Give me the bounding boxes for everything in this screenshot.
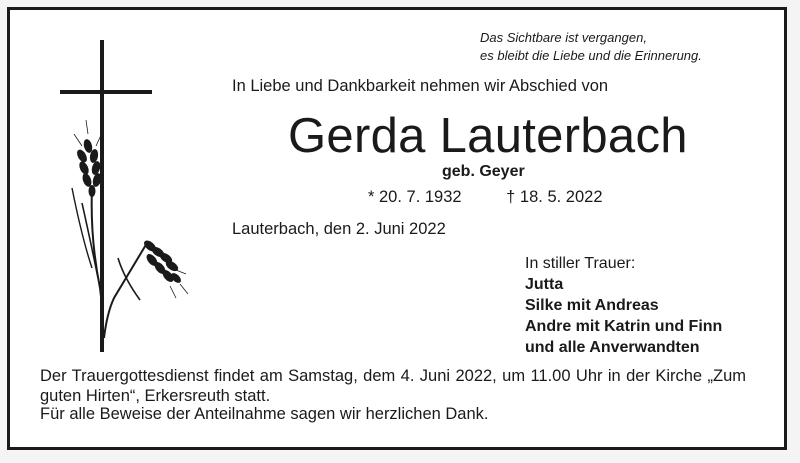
intro-text: In Liebe und Dankbarkeit nehmen wir Abschied von bbox=[232, 77, 609, 95]
service-announcement: Der Trauergottesdienst findet am Samstag, dem 4. Juni 2022, um 11.00 Uhr in der Kirche „Zum guten Hirten“, Erkersreuth statt. bbox=[40, 367, 746, 405]
mourner-name: Jutta bbox=[525, 276, 564, 293]
life-dates bbox=[368, 188, 603, 207]
mourner-name: und alle Anverwandten bbox=[525, 339, 700, 356]
thanks-text: Für alle Beweise der Anteilnahme sagen wir herzlichen Dank. bbox=[40, 405, 489, 423]
quote-line-2: es bleibt die Liebe und die Erinnerung. bbox=[480, 48, 702, 63]
quote-line-1: Das Sichtbare ist vergangen, bbox=[480, 30, 647, 45]
maiden-name: geb. Geyer bbox=[442, 163, 525, 180]
deceased-name: Gerda Lauterbach bbox=[288, 109, 688, 163]
mourner-name: Silke mit Andreas bbox=[525, 297, 659, 314]
mourners-label: In stiller Trauer: bbox=[525, 255, 636, 272]
mourners-list bbox=[525, 274, 722, 358]
mourner-name: Andre mit Katrin und Finn bbox=[525, 318, 723, 335]
memorial-quote bbox=[480, 29, 702, 65]
cross-with-wheat-icon bbox=[52, 38, 192, 358]
birth-date: * 20. 7. 1932 bbox=[368, 188, 462, 206]
place-and-date: Lauterbach, den 2. Juni 2022 bbox=[232, 220, 446, 238]
death-date: † 18. 5. 2022 bbox=[506, 188, 603, 206]
